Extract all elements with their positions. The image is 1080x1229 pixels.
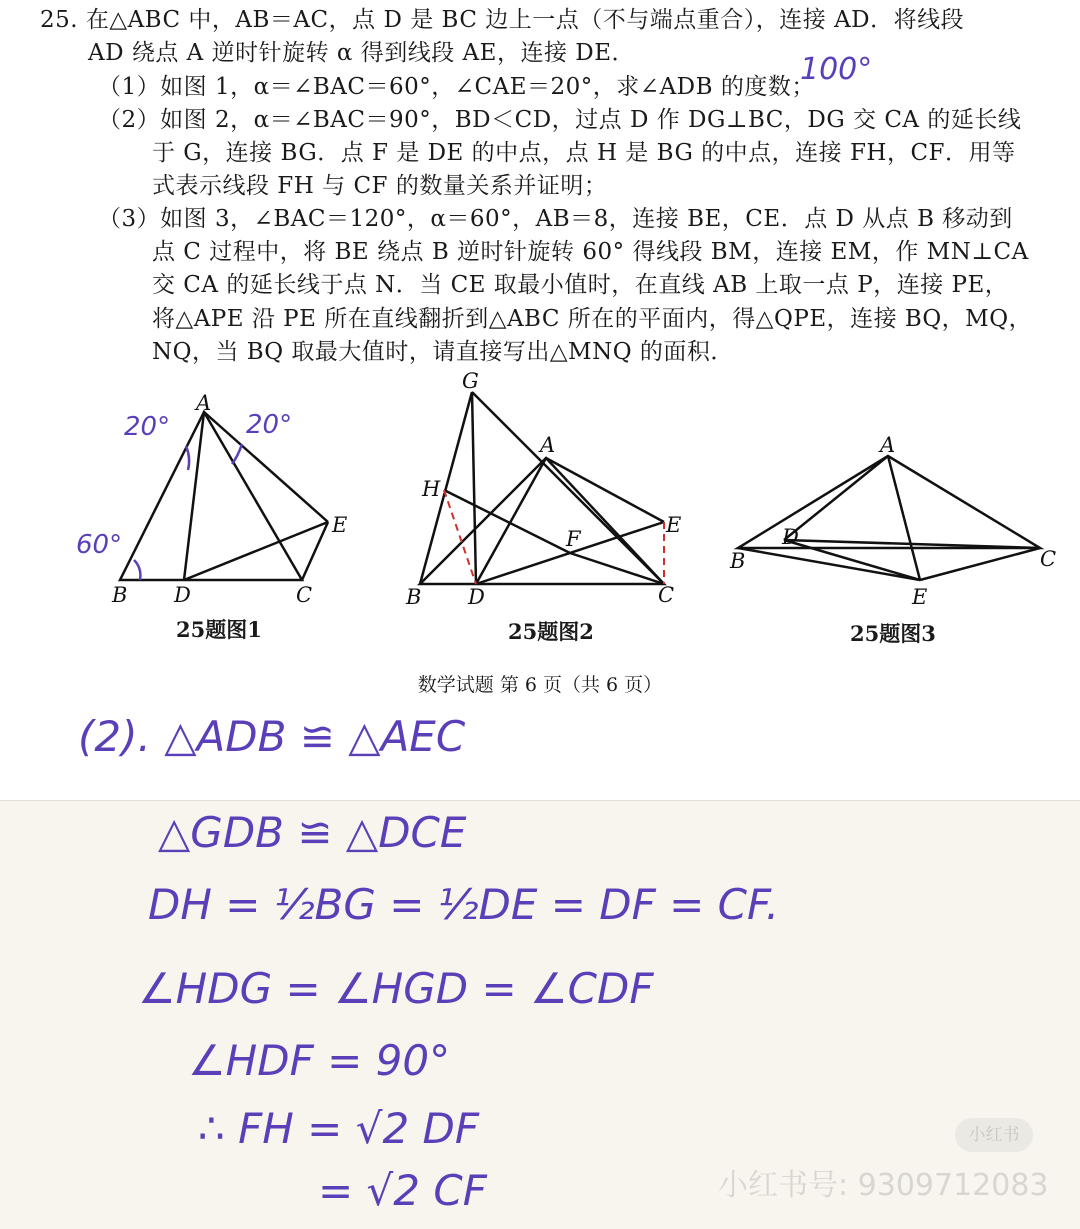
handwritten-line-5: ∠HDF = 90°: [188, 1036, 451, 1085]
fig2-label-G: G: [462, 369, 479, 393]
fig2-caption: 25题图2: [508, 619, 594, 644]
handwritten-line-1: (2). △ADB ≌ △AEC: [78, 712, 466, 761]
question-line-10: 将△APE 沿 PE 所在直线翻折到△ABC 所在的平面内，得△QPE，连接 BQ，MQ，: [152, 306, 1033, 332]
fig3-caption: 25题图3: [850, 621, 936, 646]
question-line-11: NQ，当 BQ 取最大值时，请直接写出△MNQ 的面积．: [152, 339, 734, 365]
answer-part1-handwritten: 100°: [800, 52, 873, 87]
handwritten-line-4: ∠HDG = ∠HGD = ∠CDF: [138, 964, 654, 1013]
fig3-label-D: D: [782, 525, 799, 549]
question-line-9: 交 CA 的延长线于点 N．当 CE 取最小值时，在直线 AB 上取一点 P，连接 PE，: [152, 272, 1009, 298]
handwritten-line-6: ∴ FH = √2 DF: [198, 1104, 480, 1153]
fig1-label-B: B: [112, 583, 128, 607]
watermark-badge: 小红书: [955, 1118, 1033, 1152]
fig1-label-A: A: [196, 391, 212, 415]
fig2-label-B: B: [406, 585, 422, 609]
handwritten-line-7: = √2 CF: [318, 1166, 487, 1215]
question-line-1: 25. 在△ABC 中，AB＝AC，点 D 是 BC 边上一点（不与端点重合），连接 AD．将线段: [40, 7, 965, 33]
fig1-mark-angle-left: 20°: [124, 412, 171, 442]
question-line-3: （1）如图 1，α＝∠BAC＝60°，∠CAE＝20°，求∠ADB 的度数；: [98, 74, 815, 100]
fig3-label-A: A: [880, 433, 896, 457]
question-line-8: 点 C 过程中，将 BE 绕点 B 逆时针旋转 60° 得线段 BM，连接 EM，作 MN⊥CA: [152, 239, 1029, 265]
fig1-caption: 25题图1: [176, 617, 262, 642]
handwritten-line-2: △GDB ≌ △DCE: [158, 808, 467, 857]
fig3-label-E: E: [912, 585, 928, 609]
handwritten-line-3: DH = ½BG = ½DE = DF = CF.: [148, 880, 780, 929]
question-line-5: 于 G，连接 BG．点 F 是 DE 的中点，点 H 是 BG 的中点，连接 FH，CF．用等: [152, 140, 1016, 166]
fig1-label-E: E: [332, 513, 348, 537]
question-line-7: （3）如图 3，∠BAC＝120°，α＝60°，AB＝8，连接 BE，CE．点 D 从点 B 移动到: [98, 206, 1013, 232]
fig2-label-F: F: [566, 527, 581, 551]
question-line-4: （2）如图 2，α＝∠BAC＝90°，BD＜CD，过点 D 作 DG⊥BC，DG 交 CA 的延长线: [98, 107, 1022, 133]
fig2-label-C: C: [658, 583, 675, 607]
watermark-text: 小红书号: 9309712083: [718, 1168, 1049, 1203]
fig3-label-B: B: [730, 549, 746, 573]
fig1-mark-angle-b: 60°: [76, 530, 123, 560]
fig2-label-D: D: [468, 585, 485, 609]
fig2-label-A: A: [540, 433, 556, 457]
question-line-2: AD 绕点 A 逆时针旋转 α 得到线段 AE，连接 DE．: [88, 40, 635, 66]
fig1-label-C: C: [296, 583, 313, 607]
question-line-6: 式表示线段 FH 与 CF 的数量关系并证明；: [152, 173, 608, 199]
fig2-label-E: E: [666, 513, 682, 537]
fig3-label-C: C: [1040, 547, 1057, 571]
fig1-mark-angle-right: 20°: [246, 410, 293, 440]
fig1-label-D: D: [174, 583, 191, 607]
fig2-label-H: H: [422, 477, 441, 501]
page-footer: 数学试题 第 6 页（共 6 页）: [417, 674, 663, 696]
